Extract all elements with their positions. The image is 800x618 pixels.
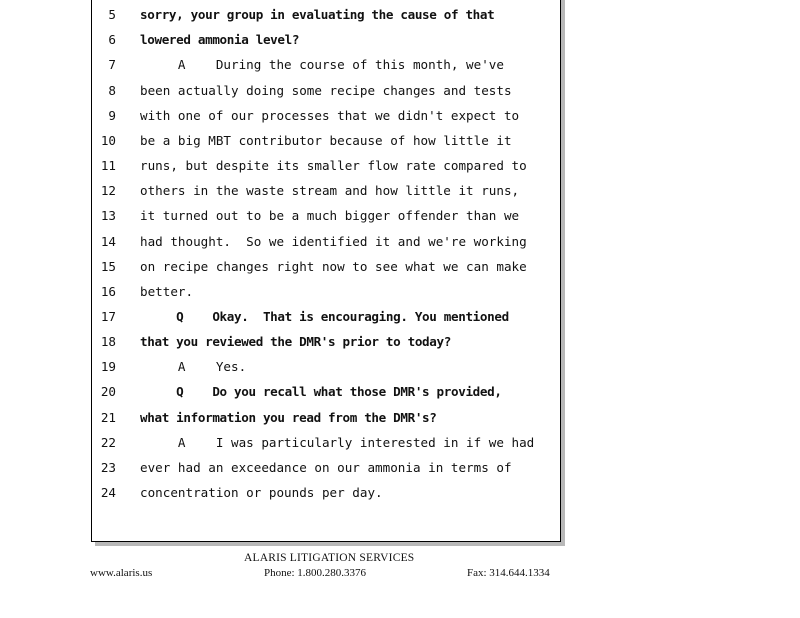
line-number: 23: [100, 459, 116, 475]
transcript-line: [92, 254, 560, 279]
line-text: with one of our processes that we didn't expect to: [140, 107, 520, 123]
line-text: concentration or pounds per day.: [140, 485, 383, 500]
line-text: what information you read from the DMR's?: [140, 409, 437, 425]
transcript-line: [92, 304, 560, 329]
line-number: 19: [100, 359, 116, 375]
transcript-line: [92, 178, 560, 203]
line-text: Q Do you recall what those DMR's provided,: [140, 384, 502, 400]
line-text: others in the waste stream and how little it runs,: [140, 183, 520, 199]
transcript-line: [92, 52, 560, 77]
footer-phone: Phone: 1.800.280.3376: [264, 567, 367, 579]
transcript-line: [92, 128, 560, 153]
line-number: 7: [108, 57, 116, 73]
line-number: 16: [100, 283, 116, 299]
line-text: runs, but despite its smaller flow rate compared to: [140, 158, 527, 174]
transcript-line: [92, 329, 560, 354]
line-text: Q Okay. That is encouraging. You mentioned: [140, 308, 509, 324]
transcript-line: [92, 153, 560, 178]
line-number: 6: [108, 32, 116, 48]
transcript-line: [92, 430, 560, 455]
line-text: on recipe changes right now to see what we can make: [140, 258, 527, 274]
transcript-line: [92, 455, 560, 480]
transcript-line: [92, 480, 560, 505]
transcript-line: [92, 405, 560, 430]
transcript-line: [92, 229, 560, 254]
line-text: that you reviewed the DMR's prior to today?: [140, 334, 451, 350]
line-text: A I was particularly interested in if we had: [140, 434, 535, 450]
line-number: 21: [100, 409, 116, 425]
footer-company: ALARIS LITIGATION SERVICES: [244, 552, 415, 564]
line-text: it turned out to be a much bigger offender than we: [140, 208, 520, 224]
line-number: 8: [108, 82, 116, 98]
line-number: 22: [100, 434, 116, 450]
line-text: be a big MBT contributor because of how little it: [140, 132, 512, 148]
transcript-line: [92, 103, 560, 128]
line-number: 12: [100, 183, 116, 199]
line-text: better.: [140, 283, 194, 299]
line-text: sorry, your group in evaluating the cause of that: [140, 7, 495, 23]
line-number: 5: [108, 7, 116, 23]
footer-website: www.alaris.us: [90, 567, 153, 579]
line-number: 14: [100, 233, 116, 249]
line-number: 20: [100, 384, 116, 400]
transcript-line: [92, 2, 560, 27]
transcript-line: [92, 354, 560, 379]
line-text: A Yes.: [140, 359, 247, 375]
line-number: 24: [100, 485, 116, 500]
line-text: been actually doing some recipe changes and tests: [140, 82, 512, 98]
transcript-page: [91, 0, 561, 542]
transcript-line: [92, 78, 560, 103]
line-number: 10: [100, 132, 116, 148]
line-number: 17: [100, 308, 116, 324]
line-text: ever had an exceedance on our ammonia in terms of: [140, 459, 512, 475]
line-text: had thought. So we identified it and we're working: [140, 233, 527, 249]
transcript-line: [92, 279, 560, 304]
line-number: 9: [108, 107, 116, 123]
line-number: 15: [100, 258, 116, 274]
line-text: A During the course of this month, we've: [140, 57, 504, 73]
transcript-line: [92, 379, 560, 404]
footer-fax: Fax: 314.644.1334: [467, 567, 550, 579]
line-number: 13: [100, 208, 116, 224]
line-number: 11: [100, 158, 116, 174]
line-text: lowered ammonia level?: [140, 32, 300, 48]
transcript-line: [92, 27, 560, 52]
transcript-line: [92, 203, 560, 228]
line-number: 18: [100, 334, 116, 350]
